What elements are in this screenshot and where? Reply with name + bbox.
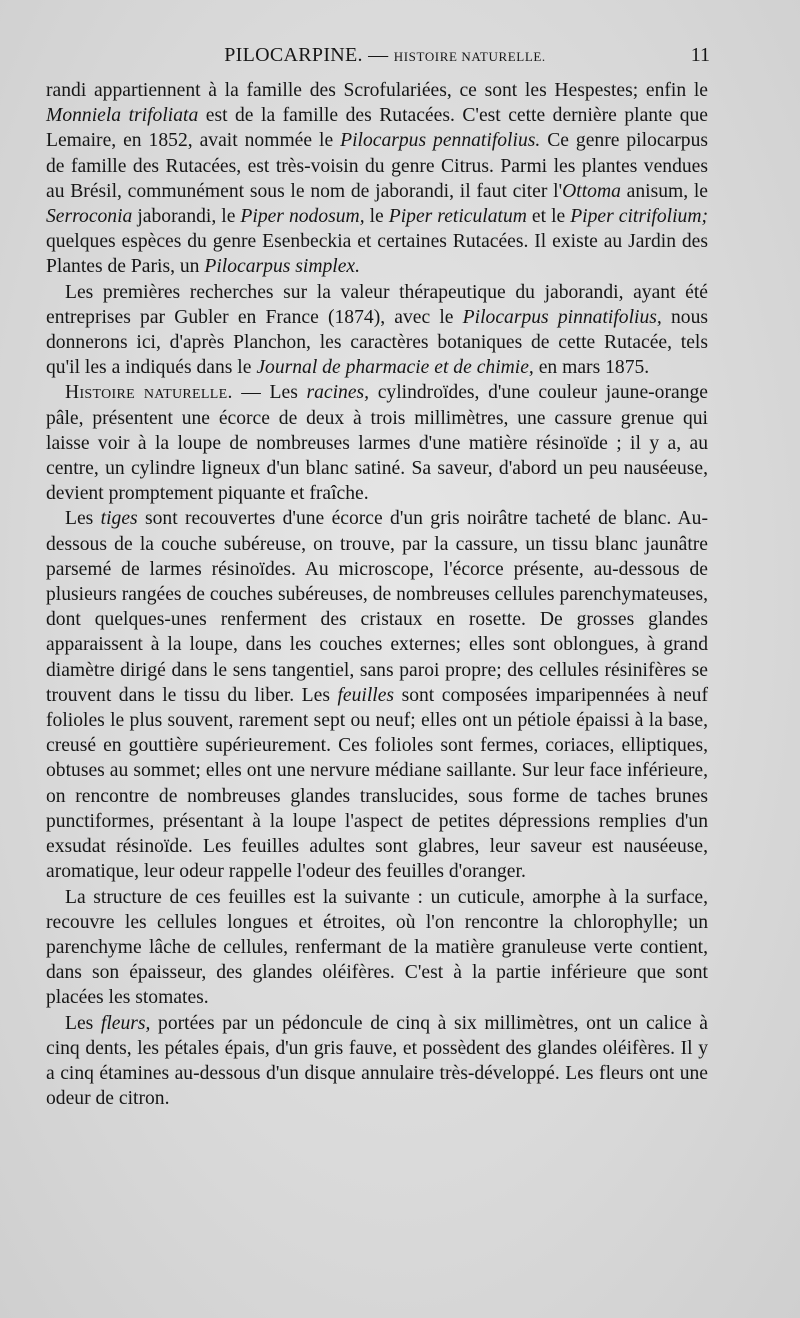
text-run: et le xyxy=(526,206,571,228)
paragraph-6 xyxy=(46,1011,708,1112)
text-run: le xyxy=(364,206,389,228)
paragraph-2 xyxy=(46,280,708,381)
section-heading: Histoire naturelle. xyxy=(65,382,233,404)
text-run: Les premières recherches sur la valeur thérapeutique du jaborandi, ayant été entreprises par Gubler en France (1874), avec le xyxy=(46,281,708,328)
text-run: est de la famille des Rutacées. C'est cette dernière plante que Lemaire, en 1852, avait nommée le xyxy=(46,105,708,152)
paragraph-3 xyxy=(46,380,708,506)
text-run: — Les xyxy=(232,382,307,404)
text-run: en mars 1875. xyxy=(533,357,650,379)
paragraph-1 xyxy=(46,78,708,280)
emphasis-term: tiges xyxy=(100,508,138,530)
species-name: Piper citrifolium; xyxy=(570,206,709,228)
species-name: Piper reticulatum xyxy=(388,206,527,228)
journal-title: Journal de pharmacie et de chimie, xyxy=(256,357,534,379)
text-run: Les xyxy=(65,508,101,530)
page-header xyxy=(60,44,710,74)
text-run: portées par un pédoncule de cinq à six millimètres, ont un calice à cinq dents, les pétales épais, d'un gris fauve, et possèdent des glandes oléifères. Il y a cinq étamines au-dessous d'un disque annulaire très-développé. Les fleurs ont une odeur de citron. xyxy=(46,1012,708,1110)
running-head-subtitle: HISTOIRE NATURELLE. xyxy=(393,49,546,64)
text-run: Les xyxy=(65,1012,101,1034)
text-run: cylindroïdes, d'une couleur jaune-orange pâle, présentent une écorce de deux à trois millimètres, une cassure grenue qui laisse voir à la loupe de nombreuses larmes d'une matière résinoïde ; il y a, au centre, un cylindre ligneux d'un blanc satiné. Sa saveur, d'abord un peu nauséeuse, devient promptement piquante et fraîche. xyxy=(46,382,708,505)
text-run: quelques espèces du genre Esenbeckia et certaines Rutacées. Il existe au Jardin des Plantes de Paris, un xyxy=(46,231,708,278)
emphasis-term: feuilles xyxy=(337,684,395,706)
species-name: Serroconia xyxy=(46,206,133,228)
species-name: Pilocarpus pennatifolius. xyxy=(340,130,541,152)
page-number: 11 xyxy=(690,44,710,66)
species-name: Pilocarpus pinnatifolius, xyxy=(462,306,662,328)
text-run: La structure de ces feuilles est la suivante : un cuticule, amorphe à la surface, recouvre les cellules longues et étroites, où l'on rencontre la chlorophylle; un parenchyme lâche de cellules, renfermant de la matière granuleuse verte contient, dans son épaisseur, des glandes oléifères. C'est à la partie inférieure que sont placées les stomates. xyxy=(46,886,708,1009)
text-run: nous donnerons ici, d'après Planchon, les caractères botaniques de cette Rutacée, tels qu'il les a indiqués dans le xyxy=(46,306,709,379)
body-text xyxy=(46,78,708,1111)
running-head-dash: — xyxy=(362,44,394,66)
species-name: Monniela trifoliata xyxy=(46,105,199,127)
text-run: sont composées imparipennées à neuf folioles le plus souvent, rarement sept ou neuf; elles ont un pétiole épaissi à la base, creusé en gouttière supérieurement. Ces folioles sont fermes, coriaces, elliptiques, obtuses au sommet; elles ont une nervure médiane saillante. Sur leur face inférieure, on rencontre de nombreuses glandes translucides, sous forme de taches brunes punctiformes, présentant à la loupe l'aspect de petites dépressions remplies d'un exsudat résinoïde. Les feuilles adultes sont glabres, leur saveur est nauséeuse, aromatique, leur odeur rappelle l'odeur des feuilles d'oranger. xyxy=(46,684,709,883)
emphasis-term: racines, xyxy=(306,382,370,404)
text-run: jaborandi, le xyxy=(132,206,241,228)
species-name: Pilocarpus simplex. xyxy=(204,256,361,278)
species-name: Ottoma xyxy=(562,180,621,202)
text-run: sont recouvertes d'une écorce d'un gris noirâtre tacheté de blanc. Au-dessous de la couche subéreuse, on trouve, par la cassure, un tissu blanc jaunâtre parsemé de larmes résinoïdes. Au microscope, l'écorce présente, au-dessous de plusieurs rangées de couches subéreuses, de nombreuses cellules parenchymateuses, dont quelques-unes renferment des cristaux en rosette. De grosses glandes apparaissent à la loupe, dans les couches externes; elles sont oblongues, à grand diamètre dirigé dans le sens tangentiel, sans paroi propre; des cellules résinifères se trouvent dans le tissu du liber. Les xyxy=(46,508,708,706)
text-run: anisum, le xyxy=(620,180,709,202)
species-name: Piper nodosum, xyxy=(240,206,365,228)
paragraph-5 xyxy=(46,885,708,1011)
paragraph-4 xyxy=(46,506,708,884)
running-head xyxy=(60,44,710,67)
text-run: Ce genre pilocarpus de famille des Rutacées, est très-voisin du genre Citrus. Parmi les plantes vendues au Brésil, communément sous le nom de jaborandi, il faut citer l' xyxy=(46,130,708,202)
emphasis-term: fleurs, xyxy=(100,1012,151,1034)
text-run: randi appartiennent à la famille des Scrofulariées, ce sont les Hespestes; enfin le xyxy=(46,80,708,101)
running-head-title: PILOCARPINE. xyxy=(224,44,363,66)
